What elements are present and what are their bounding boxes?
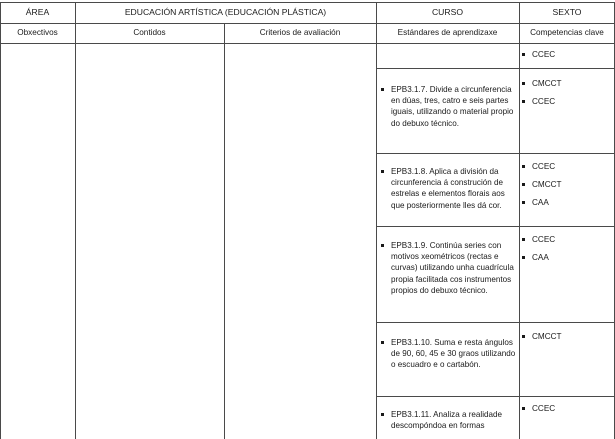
row-divider — [376, 153, 615, 154]
column-divider — [376, 2, 377, 439]
standard-item — [380, 337, 516, 371]
competence-item: CAA — [520, 198, 612, 216]
standard-item — [380, 409, 516, 431]
standard-item — [380, 240, 516, 296]
subject-title: EDUCACIÓN ARTÍSTICA (EDUCACIÓN PLÁSTICA) — [124, 7, 327, 17]
standard-text: EPB3.1.7. Divide a circunferencia en dúas, tres, catro e seis partes iguais, utilizando o material propio do debuxo técnico. — [380, 84, 516, 129]
standard-text: EPB3.1.8. Aplica a división da circunferencia á construción de estrelas e elementos florais aos que posteriormente lles dá cor. — [380, 166, 516, 211]
course-label: CURSO — [431, 7, 464, 17]
row-divider — [376, 68, 615, 69]
area-label: ÁREA — [25, 7, 50, 17]
standard-text: EPB3.1.11. Analiza a realidade descompóndoa en formas — [380, 409, 516, 431]
competence-item: CAA — [520, 253, 612, 271]
objectives-header: Obxectivos — [17, 28, 58, 37]
competences-list — [520, 50, 612, 68]
competence-item: CMCCT — [520, 180, 612, 198]
header-divider — [0, 23, 615, 24]
competence-item: CCEC — [520, 162, 612, 180]
column-divider — [75, 2, 76, 439]
course-value: SEXTO — [552, 7, 582, 17]
standard-item — [380, 84, 516, 129]
column-divider — [224, 23, 225, 439]
competence-item: CCEC — [520, 404, 612, 422]
standards-header: Estándares de aprendizaxe — [397, 28, 498, 37]
competence-item: CCEC — [520, 97, 612, 115]
standard-text: EPB3.1.10. Suma e resta ángulos de 90, 60, 45 e 30 graos utilizando o escuadro e o cartabón. — [380, 337, 516, 371]
row-divider — [376, 226, 615, 227]
competences-list — [520, 332, 612, 350]
row-divider — [376, 396, 615, 397]
competences-list — [520, 404, 612, 422]
competences-list — [520, 235, 612, 271]
criteria-header: Criterios de avaliación — [259, 28, 341, 37]
competences-list — [520, 79, 612, 115]
column-header-divider — [0, 43, 615, 44]
row-divider — [376, 322, 615, 323]
competence-item: CCEC — [520, 235, 612, 253]
standard-item — [380, 166, 516, 211]
contents-header: Contidos — [133, 28, 166, 37]
standard-text: EPB3.1.9. Continúa series con motivos xeométricos (rectas e curvas) utilizando unha cuadrícula propia facilitada cos instrumentos propios do debuxo técnico. — [380, 240, 516, 296]
competence-item: CCEC — [520, 50, 612, 68]
competence-item: CMCCT — [520, 332, 612, 350]
table-border-top — [0, 2, 615, 3]
competence-item: CMCCT — [520, 79, 612, 97]
table-border-left — [0, 2, 1, 439]
competences-list — [520, 162, 612, 216]
competences-header: Competencias clave — [530, 28, 604, 37]
